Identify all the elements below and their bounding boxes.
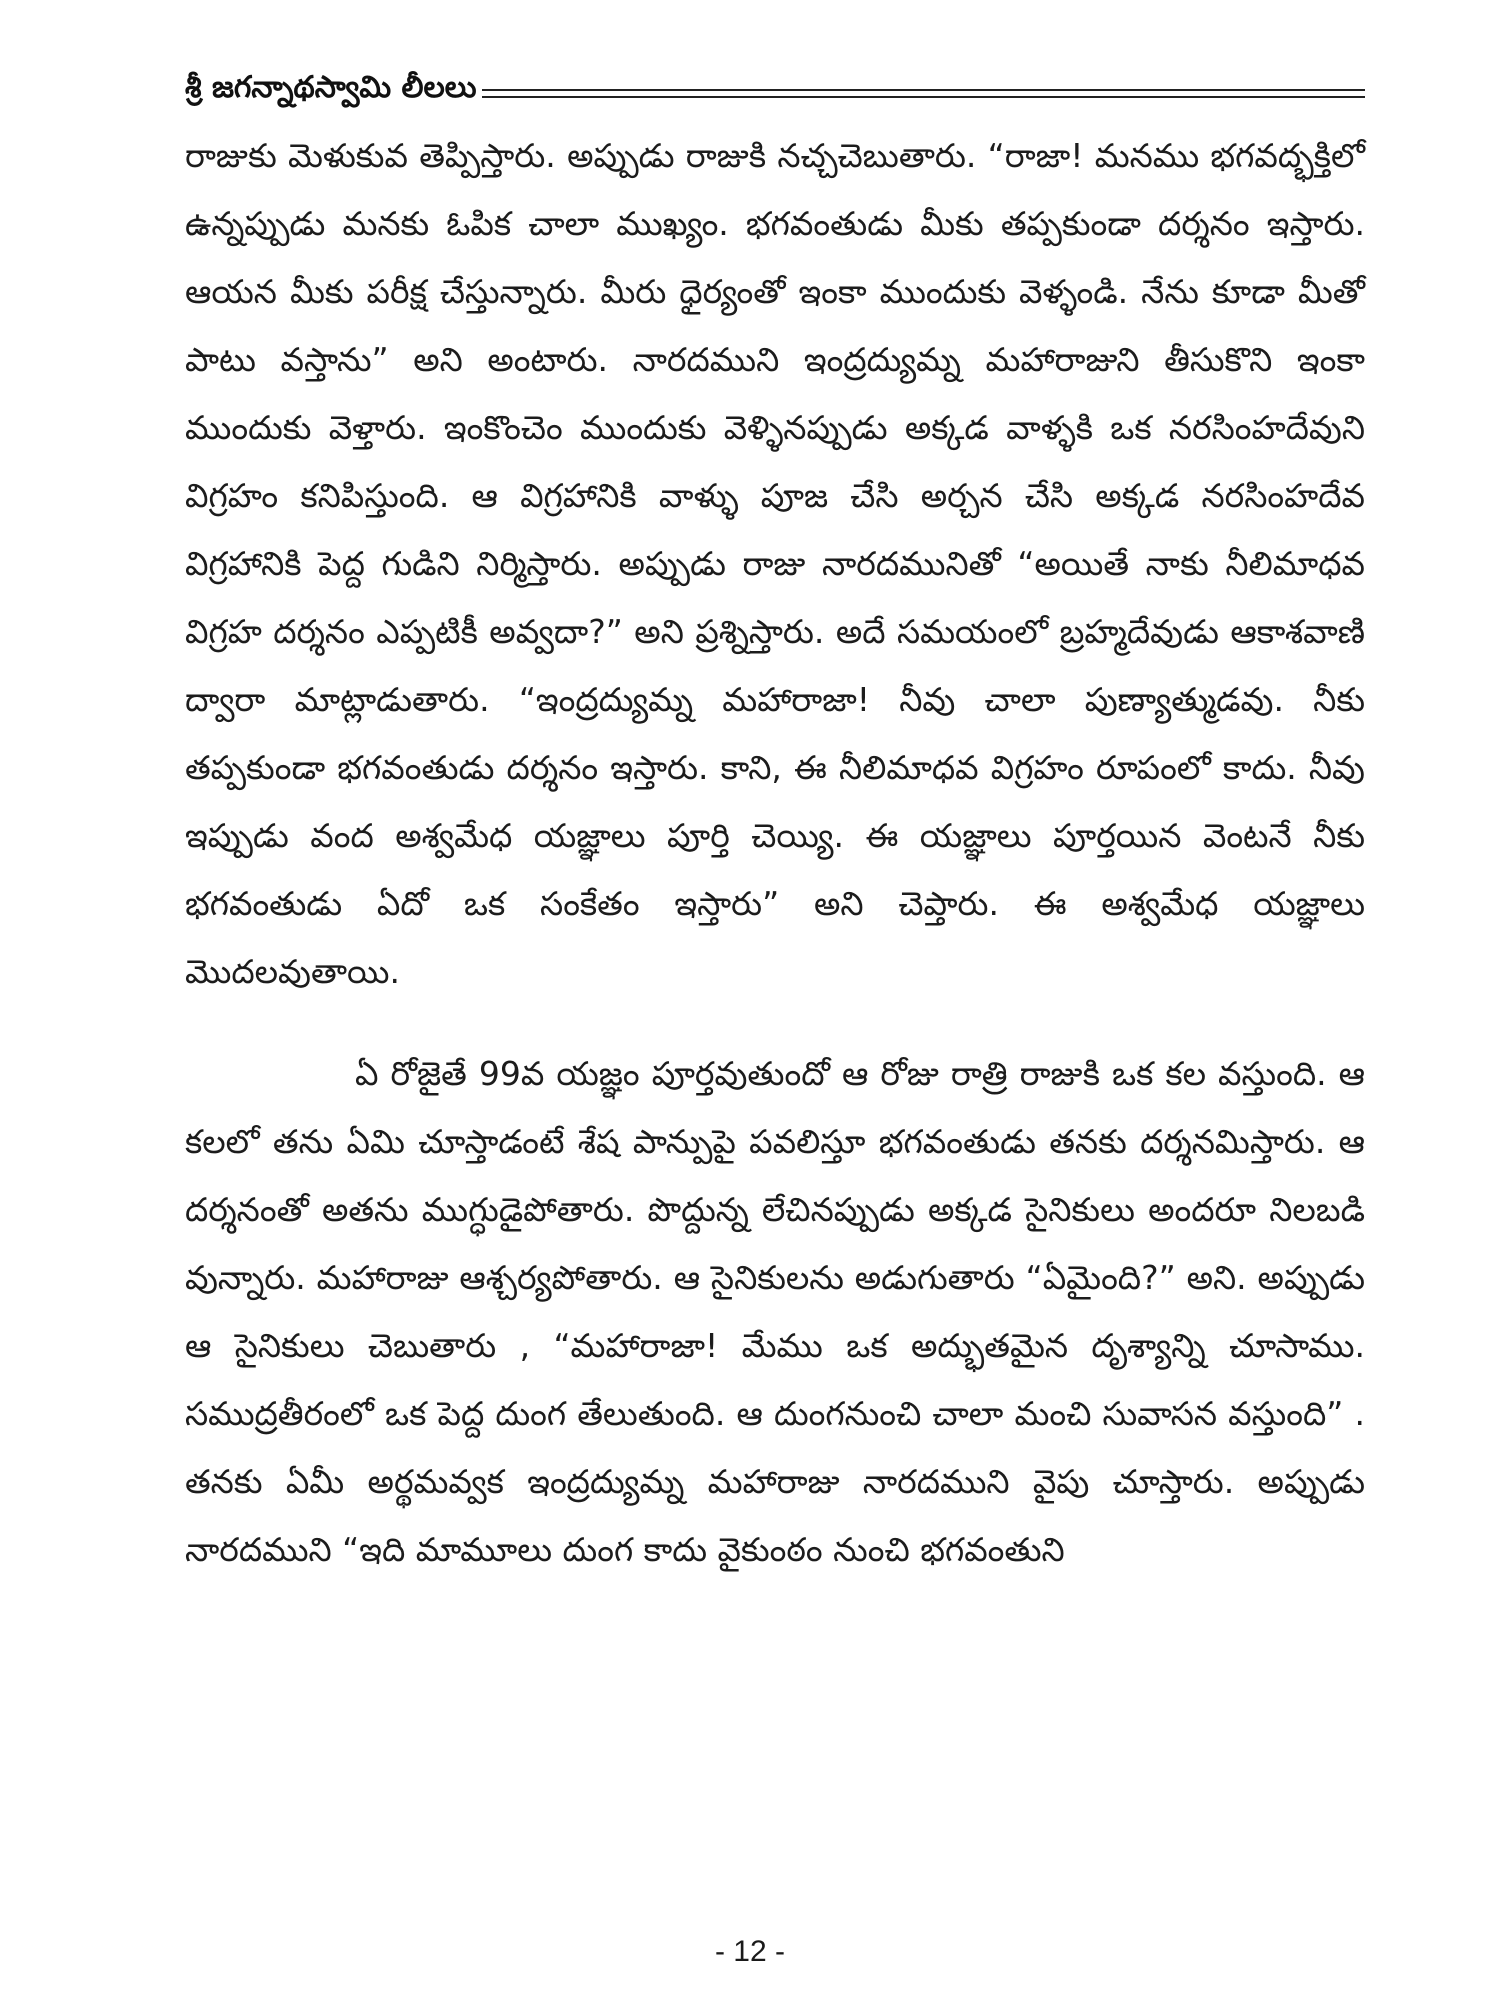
header-rule (482, 89, 1365, 98)
paragraph-1: రాజుకు మెళుకువ తెప్పిస్తారు. అప్పుడు రాజుకి నచ్చచెబుతారు. “రాజా! మనము భగవద్భక్తిలో ఉన్నప్పుడు మనకు ఓపిక చాలా ముఖ్యం. భగవంతుడు మీకు తప్పకుండా దర్శనం ఇస్తారు. ఆయన మీకు పరీక్ష చేస్తున్నారు. మీరు ధైర్యంతో ఇంకా ముందుకు వెళ్ళండి. నేను కూడా మీతో పాటు వస్తాను” అని అంటారు. నారదముని ఇంద్రద్యుమ్న మహారాజుని తీసుకొని ఇంకా ముందుకు వెళ్తారు. ఇంకొంచెం ముందుకు వెళ్ళినప్పుడు అక్కడ వాళ్ళకి ఒక నరసింహదేవుని విగ్రహం కనిపిస్తుంది. ఆ విగ్రహానికి వాళ్ళు పూజ చేసి అర్చన చేసి అక్కడ నరసింహదేవ విగ్రహానికి పెద్ద గుడిని నిర్మిస్తారు. అప్పుడు రాజు నారదమునితో “అయితే నాకు నీలిమాధవ విగ్రహ దర్శనం ఎప్పటికీ అవ్వదా?” అని ప్రశ్నిస్తారు. అదే సమయంలో బ్రహ్మదేవుడు ఆకాశవాణి ద్వారా మాట్లాడుతారు. “ఇంద్రద్యుమ్న మహారాజా! నీవు చాలా పుణ్యాత్ముడవు. నీకు తప్పకుండా భగవంతుడు దర్శనం ఇస్తారు. కాని, ఈ నీలిమాధవ విగ్రహం రూపంలో కాదు. నీవు ఇప్పుడు వంద అశ్వమేధ యజ్ఞాలు పూర్తి చెయ్యి. ఈ యజ్ఞాలు పూర్తయిన వెంటనే నీకు భగవంతుడు ఏదో ఒక సంకేతం ఇస్తారు” అని చెప్తారు. ఈ అశ్వమేధ యజ్ఞాలు మొదలవుతాయి. (185, 136, 1365, 991)
paragraph-2: ఏ రోజైతే 99వ యజ్ఞం పూర్తవుతుందో ఆ రోజు రాత్రి రాజుకి ఒక కల వస్తుంది. ఆ కలలో తను ఏమి చూస్తాడంటే శేష పాన్పుపై పవలిస్తూ భగవంతుడు తనకు దర్శనమిస్తారు. ఆ దర్శనంతో అతను ముగ్ధుడైపోతారు. పొద్దున్న లేచినప్పుడు అక్కడ సైనికులు అందరూ నిలబడి వున్నారు. మహారాజు ఆశ్చర్యపోతారు. ఆ సైనికులను అడుగుతారు “ఏమైంది?” అని. అప్పుడు ఆ సైనికులు చెబుతారు , “మహారాజా! మేము ఒక అద్భుతమైన దృశ్యాన్ని చూసాము. సముద్రతీరంలో ఒక పెద్ద దుంగ తేలుతుంది. ఆ దుంగనుంచి చాలా మంచి సువాసన వస్తుంది” . తనకు ఏమీ అర్థమవ్వక ఇంద్రద్యుమ్న మహారాజు నారదముని వైపు చూస్తారు. అప్పుడు నారదముని “ఇది మామూలు దుంగ కాదు వైకుంఠం నుంచి భగవంతుని (185, 1054, 1365, 1569)
running-header (185, 58, 1365, 108)
body-text (185, 122, 1365, 1584)
book-title: శ్రీ జగన్నాథస్వామి లీలలు (185, 70, 477, 105)
page-number: - 12 - (714, 1935, 786, 1968)
